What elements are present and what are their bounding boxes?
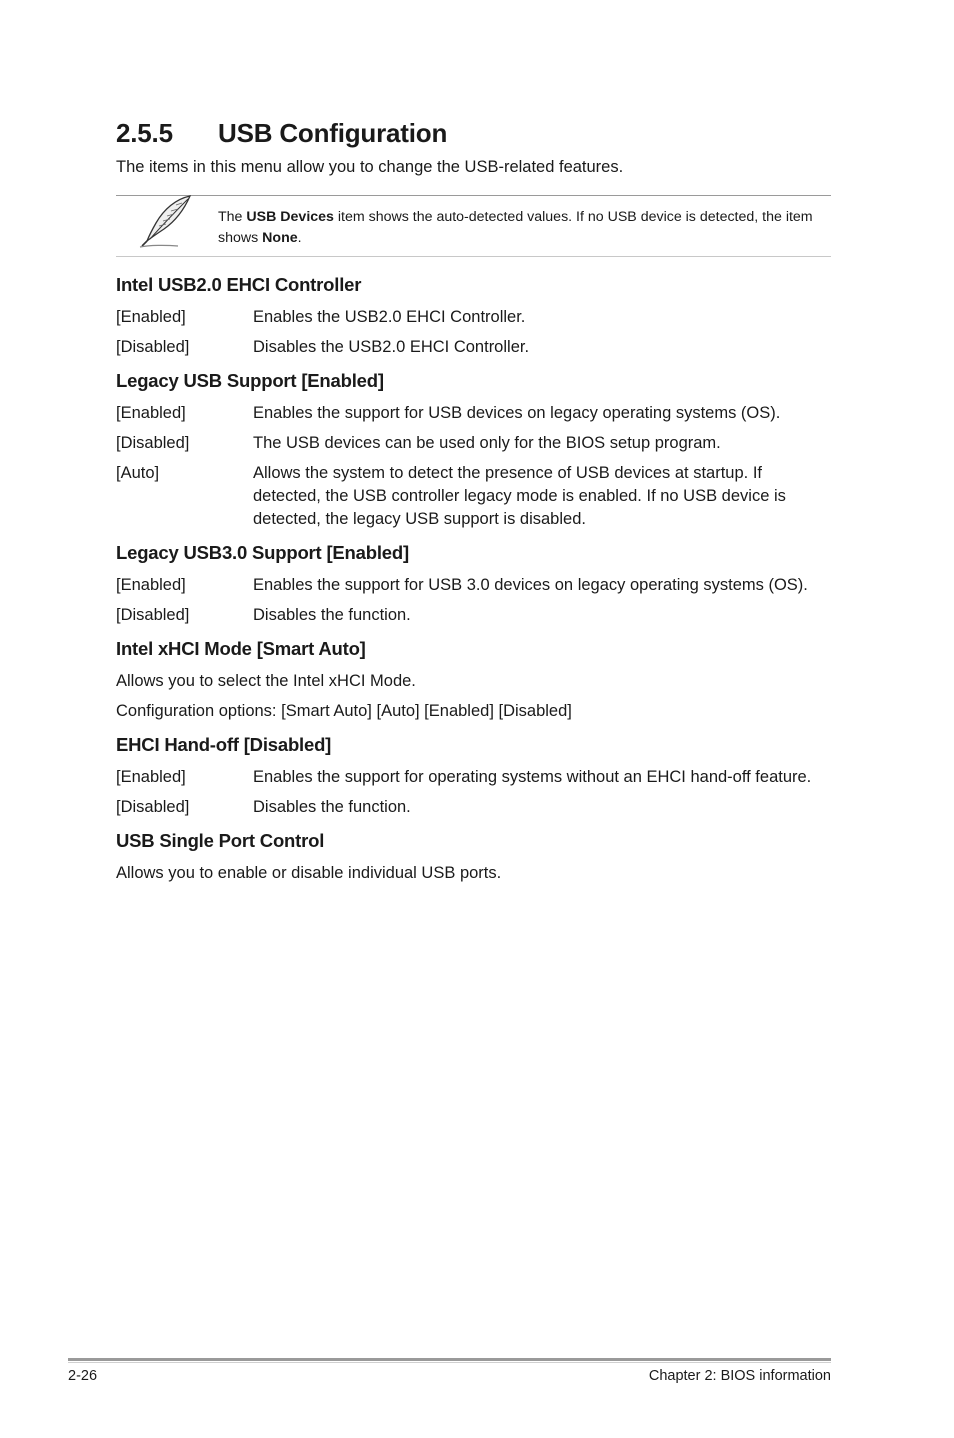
- option-row: [116, 796, 831, 819]
- option-description: Disables the USB2.0 EHCI Controller.: [253, 338, 530, 356]
- option-description: The USB devices can be used only for the BIOS setup program.: [253, 434, 721, 452]
- menu-item: [116, 538, 831, 627]
- option-row: [116, 604, 831, 627]
- item-paragraph: Allows you to select the Intel xHCI Mode.: [116, 672, 416, 690]
- option-row: [116, 402, 831, 425]
- menu-item: [116, 730, 831, 819]
- item-heading: Legacy USB3.0 Support [Enabled]: [116, 542, 409, 563]
- chapter-label: Chapter 2: BIOS information: [648, 1368, 831, 1384]
- note-bold-usb-devices: USB Devices: [246, 209, 334, 225]
- option-row: [116, 574, 831, 597]
- option-value: [Disabled]: [116, 434, 190, 452]
- option-description: Enables the support for operating systems without an EHCI hand-off feature.: [253, 768, 812, 786]
- section-title: [116, 118, 447, 149]
- item-heading: EHCI Hand-off [Disabled]: [116, 734, 332, 755]
- menu-item: [116, 826, 831, 885]
- option-row: [116, 306, 831, 329]
- item-paragraph: Allows you to enable or disable individual USB ports.: [116, 864, 502, 882]
- option-description: Disables the function.: [253, 798, 411, 816]
- option-value: [Disabled]: [116, 338, 190, 356]
- option-value: [Disabled]: [116, 606, 190, 624]
- option-row: [116, 462, 831, 531]
- option-description: Enables the USB2.0 EHCI Controller.: [253, 308, 526, 326]
- note-text-part: .: [297, 230, 302, 246]
- menu-items: [116, 270, 831, 892]
- section-title-text: USB Configuration: [218, 118, 448, 148]
- option-description: Disables the function.: [253, 606, 411, 624]
- option-value: [Enabled]: [116, 576, 186, 594]
- option-value: [Disabled]: [116, 798, 190, 816]
- item-paragraph: Configuration options: [Smart Auto] [Auto] [Enabled] [Disabled]: [116, 702, 572, 720]
- option-row: [116, 336, 831, 359]
- note-box: [116, 195, 831, 257]
- menu-item: [116, 270, 831, 359]
- option-description: Enables the support for USB devices on legacy operating systems (OS).: [253, 404, 781, 422]
- note-text-part: The: [218, 209, 247, 225]
- item-heading: USB Single Port Control: [116, 830, 325, 851]
- note-bold-none: None: [262, 230, 298, 246]
- option-value: [Enabled]: [116, 308, 186, 326]
- item-heading: Legacy USB Support [Enabled]: [116, 370, 384, 391]
- option-row: [116, 766, 831, 789]
- footer-divider-light: [68, 1362, 831, 1363]
- section-number: 2.5.5: [116, 118, 173, 148]
- quill-pen-icon: [136, 193, 196, 249]
- footer-divider: [68, 1358, 831, 1361]
- item-heading: Intel xHCI Mode [Smart Auto]: [116, 638, 366, 659]
- note-text: [218, 207, 830, 249]
- item-heading: Intel USB2.0 EHCI Controller: [116, 274, 362, 295]
- page-number: 2-26: [68, 1368, 98, 1384]
- option-description: Allows the system to detect the presence of USB devices at startup. If detected, the USB controller legacy mode is enabled. If no USB device is detected, the legacy USB support is disabled.: [253, 464, 786, 528]
- option-description: Enables the support for USB 3.0 devices on legacy operating systems (OS).: [253, 576, 808, 594]
- option-row: [116, 432, 831, 455]
- section-intro: The items in this menu allow you to change the USB-related features.: [116, 158, 624, 176]
- menu-item: [116, 366, 831, 531]
- option-value: [Enabled]: [116, 768, 186, 786]
- option-value: [Auto]: [116, 464, 160, 482]
- note-text-part: item shows the auto-detected values. If no USB device is detected, the item shows: [218, 209, 813, 246]
- option-value: [Enabled]: [116, 404, 186, 422]
- menu-item: [116, 634, 831, 723]
